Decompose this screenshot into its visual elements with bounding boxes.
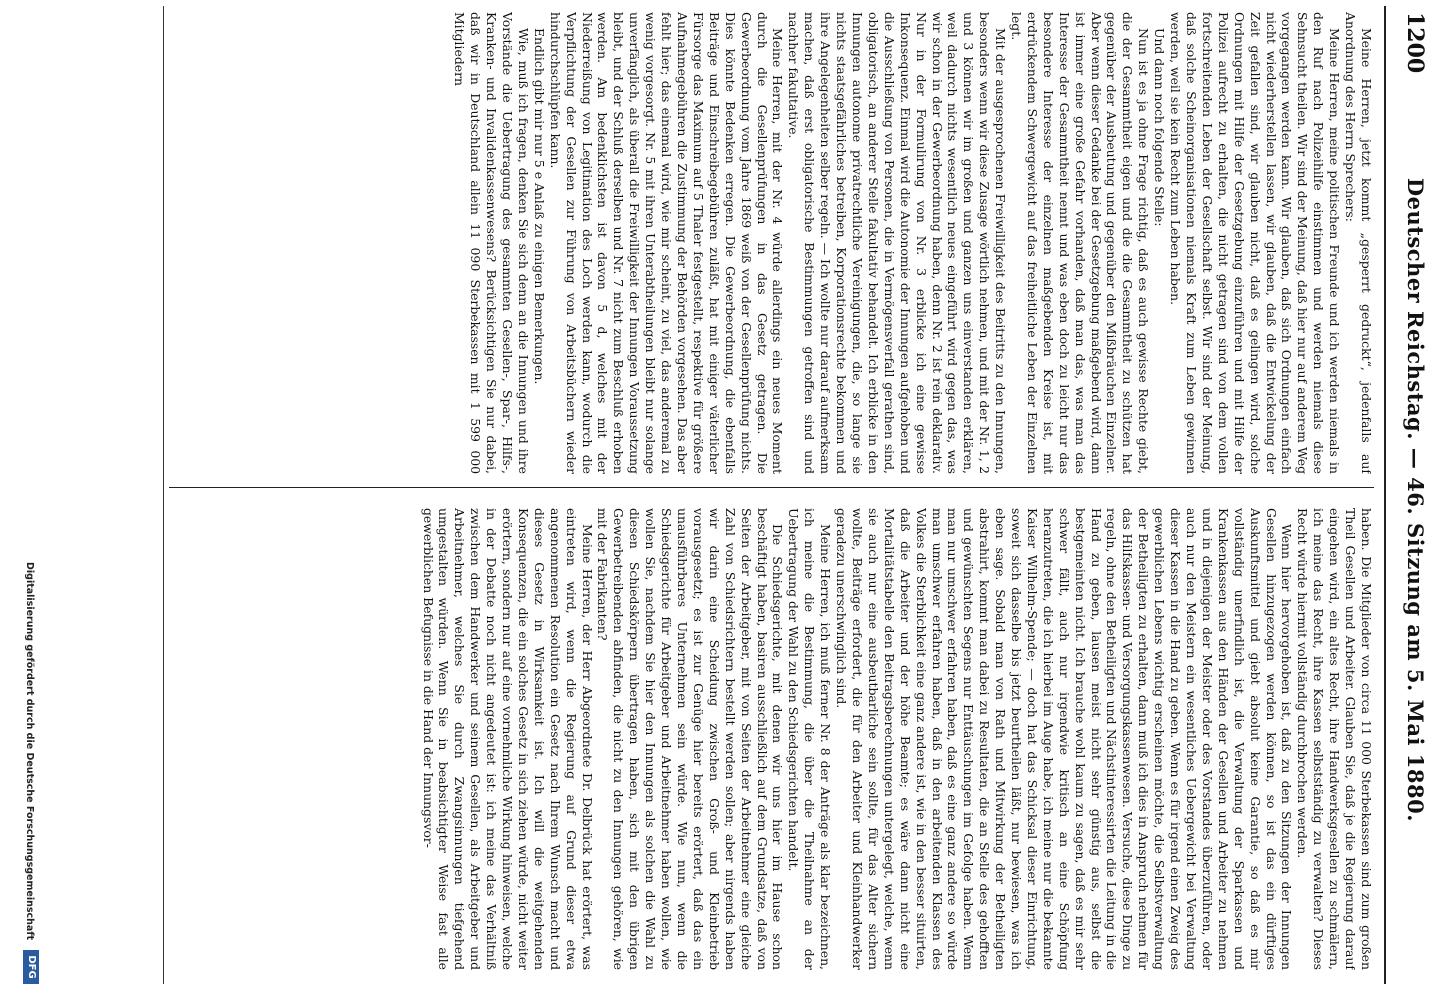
paragraph: Die Schiedsgerichte, mit denen wir uns hier im Hause schon beschäftigt haben, basiren ausschließlich auf dem Grundsatze, daß von Seiten der Arbeitgeber, mit von Seiten der Arbeitnehmer eine gleiche Zahl von Schiedsrichtern bestellt werden sollen; aber nirgends haben wir darin eine Scheidung zwischen Groß- und Kleinbetrieb vorausgesetzt; es ist zur Genüge hier bereits erörtert, daß das ein unausführbares Unternehmen sein würde. Wie nun, wenn die Schiedsgerichte für Arbeitgeber und Arbeitnehmer haben wollen, wie wollen Sie, nachdem Sie hier den Innungen als solchen die Wahl zu diesen Schiedskörpern übertragen haben, sich mit den übrigen Gewerbetreibenden abfinden, die nicht zu den Innungen gehören, wie mit der Fabrikanten? <box>595 508 786 970</box>
right-column <box>169 508 1374 970</box>
page-footer <box>7 0 47 1000</box>
digitization-note: Digitalisierung gefördert durch die Deutsche Forschungsgemeinschaft <box>24 562 35 940</box>
paragraph: haben. Die Mitglieder von circa 11 000 Sterbekassen sind zum großen Theil Gesellen und Arbeiter. Glauben Sie, daß je die Regierung darauf eingehen wird, ein altes Recht, ihre Handwerksgesellen zu schmälern, ich meine das Recht, ihre Kassen selbstständig zu verwalten? Dieses Recht würde hiermit vollständig durchbrochen werden. <box>1295 508 1374 970</box>
paragraph: Und dann noch folgende Stelle: <box>1152 28 1168 227</box>
header-rule <box>1384 6 1386 984</box>
paragraph: Mit der ausgesprochenen Freiwilligkeit des Beitritts zu den Innungen, besonders wenn wir diese Zusage wörtlich nehmen, und mit der Nr. 1, 2 und 3 können wir im großen und ganzen uns einverstanden erklären, weil dadurch nichts wesentlich neues eingeführt wird gegen das, was wir schon in der Gewerbeordnung haben, denn Nr. 2 ist rein deklarativ. Nur in der Formulirung von Nr. 3 erblicke ich eine gewisse Inkonsequenz. Einmal wird die Autonomie der Innungen aufgehoben und die Ausschließung von Personen, die in Vermögensverfall gerathen sind, obligatorisch, an anderer Stelle fakultativ behandelt. Ich erblicke in den Innungen autonome privatrechtliche Vereinigungen, die, so lange sie nichts staatsgefährliches betreiben, Korporationsrechte bekommen und ihre Angelegenheiten selber regeln. — Ich wollte nur darauf aufmerksam machen, daß erst obligatorische Bestimmungen getroffen sind und nachher fakultative. <box>786 12 1009 474</box>
paragraph: Endlich gibt mir nur 5 e Anlaß zu einigen Bemerkungen. <box>531 28 547 385</box>
bottom-rule <box>163 6 164 984</box>
column-divider <box>169 487 1374 488</box>
paragraph: Meine Herren, meine politischen Freunde und ich werden niemals in den Ruf nach Polizeihilfe einstimmen und werden niemals diese Sehnsucht theilen. Wir sind der Meinung, daß hier nur auf anderem Weg vorgegangen werden kann. Wir glauben, daß sich Ordnungen einfach nicht wiederherstellen lassen, wir glauben, daß die Entwickelung der Zeit gefallen sind, wir glauben nicht, daß es gelingen wird, solche Ordnungen mit Hilfe der Gesetzgebung einzuführen und mit Hilfe der Polizei aufrecht zu erhalten, die nicht getragen sind von dem vollen fortschreitenden Leben der Gesellschaft selbst. Wir sind der Meinung, daß solche Scheinorganisationen niemals Kraft zum Leben gewinnen werden, weil sie kein Recht zum Leben haben. <box>1168 12 1343 474</box>
running-head: Deutscher Reichstag. — 46. Sitzung am 5. Mai 1880. <box>1403 177 1428 823</box>
paragraph: Meine Herren, der Herr Abgeordnete Dr. Delbrück hat erörtert, was eintreten wird, wenn die Regierung auf Grund dieser etwa angenommenen Resolution ein Gesetz nach Ihrem Wunsch macht und dieses Gesetz in Wirksamkeit ist. Ich will die weitgehenden Konsequenzen, die ein solches Gesetz in sich ziehen würde, nicht weiter erörtern, sondern nur auf eine vornehmliche Wirkung hinweisen, welche in der Debatte noch nicht angedeutet ist: ich meine das Verhältniß zwischen dem Handwerker und seinem Gesellen, als Arbeitgeber und Arbeitnehmer, welches Sie durch Zwangsinnungen tiefgehend umgestalten würden. Wenn Sie in beabsichtigter Weise fast alle gewerblichen Befugnisse in die Hand der Innungsvor- <box>420 508 595 970</box>
dfg-logo: DFG <box>23 950 39 984</box>
paragraph: Meine Herren, mit der Nr. 4 würde allerdings ein neues Moment durch die Gesellenprüfungen in das Gesetz getragen. Die Gewerbeordnung vom Jahre 1869 weiß von der Gesellenprüfung nichts. Dies könnte Bedenken erregen. Die Gewerbeordnung, die ebenfalls Beiträge und Einschreibegebühren zuläßt, hat mit einiger väterlicher Fürsorge das Maximum auf 5 Thaler festgestellt, respektive für größere Aufnahmegebühren die Zustimmung der Behörden vorgesehen. Das aber fehlt hier; das einemal wird, wie mir scheint, zu viel, das anderemal zu wenig vorgesorgt. Nr. 5 mit ihren Unterabtheilungen bleibt nur solange unverfänglich, als überall die Freiwilligkeit der Innungen Voraussetzung bleibt, und der Schluß derselben und Nr. 7 nicht zum Beschluß erhoben werden. Am bedenklichsten ist davon 5 d, welches mit der Niederreißung von Legitimation des Loch werden kann, wodurch die Verpflichtung der Gesellen zur Führung von Arbeitsbüchern wieder hindurchschlüpfen kann. <box>547 12 786 474</box>
paragraph: Wie, muß ich fragen, denken Sie sich denn an die Innungen und ihre Vorstände die Uebertragung des gesammten Gesellen-, Spar-, Hilfs-, Kranken- und Invalidenkassenwesens? Berücksichtigen Sie nur dabei, daß wir in Deutschland allein 11 090 Sterbekassen mit 1 599 000 Mitgliedern <box>452 12 531 474</box>
paragraph: Wenn hier hervorgehoben ist, daß zu den Sitzungen der Innungen Gesellen hinzugezogen werden können, so ist das ein dürftiges Auskunftsmittel und giebt absolut keine Garantie, so daß es mir vollständig unerfindlich ist, die Verwaltung der Sparkassen und Krankenkassen aus den Händen der Gesellen und Arbeiter zu nehmen und in diejenigen der Meister oder des Vorstandes überzuführen, oder auch nur den Meistern ein wesentliches Uebergewicht bei Verwaltung dieser Kassen in die Hand zu geben. Wenn es für irgend einen Zweig des gewerblichen Lebens wichtig erscheinen möchte, die Selbstverwaltung der Betheiligten zu erhalten, dann muß ich dies in Anspruch nehmen für das Hilfskassen- und Versorgungskassenwesen. Versuche, diese Dinge zu regeln, ohne den Betheiligten und Nächstinteressirten die Leitung in die Hand zu geben, lausen meist nicht sehr günstig aus, selbst die bestgemeinten nicht. Ich brauche wohl kaum zu sagen, daß es mir sehr schwer fällt, auch nur irgendwie kritisch an eine Schöpfung heranzutreten, die ich hierbei im Auge habe, ich meine nur die bekannte Kaiser Wilhelm-Spende; — doch hat das Schicksal dieser Einrichtung, soweit sich dasselbe bis jetzt beurtheilen läßt, nur bewiesen, was ich eben sage. Sobald man von Rath und Mitwirkung der Betheiligten abstrahirt, kommt man dabei zu Resultaten, die an Stelle des gehofften und gewünschten Segens nur Enttäuschungen im Gefolge haben. Wenn man nur umschwer erfahren haben, daß es eine ganz andere so würde man umschwer erfahren haben, daß in den arbeitenden Klassen des Volkes die Sterblichkeit eine ganz andere ist, wie in den besser situirten, daß die Arbeiter und der höhe Beamte; es wäre dann nicht eine Mortalitätstabelle den Beitragsberechnungen untergelegt, welche, wenn sie auch nur eine ausbeutbarliche sein sollte, für das Alter sichern wollte, Beiträge erfordert, die für den Arbeiter und Kleinhandwerker geradezu unerschwinglich sind. <box>834 508 1295 970</box>
left-column <box>169 12 1374 474</box>
page-number: 1200 <box>1402 12 1428 74</box>
paragraph: Meine Herren, jetzt kommt „gesperrt gedruckt“, jedenfalls auf Anordnung des Herrn Sprechers: <box>1343 12 1374 474</box>
paragraph: Meine Herren, ich muß ferner Nr. 8 der Anträge als klar bezeichnen, ich meine die Bestimmung, die über die Theilnahme an der Uebertragung der Wahl zu den Schiedsgerichten handelt. <box>786 508 834 970</box>
paragraph: Nun ist es ja ohne Frage richtig, daß es auch gewisse Rechte giebt, die der Gesammtheit eigen und die die Gesammtheit zu schützen hat gegenüber der Ausbeutung und gegenüber den Mißbräuchen Einzelner. Aber wenn dieser Gedanke bei der Gesetzgebung maßgebend wird, dann ist immer eine große Gefahr vorhanden, daß man das, was man das Interesse der Gesammtheit nennt und was eben doch zu leicht nur das besondere Interesse der einzelnen maßgebenden Kreise ist, mit erdrückendem Schwergewicht auf das freiheitliche Leben der Einzelnen legt. <box>1009 12 1152 474</box>
